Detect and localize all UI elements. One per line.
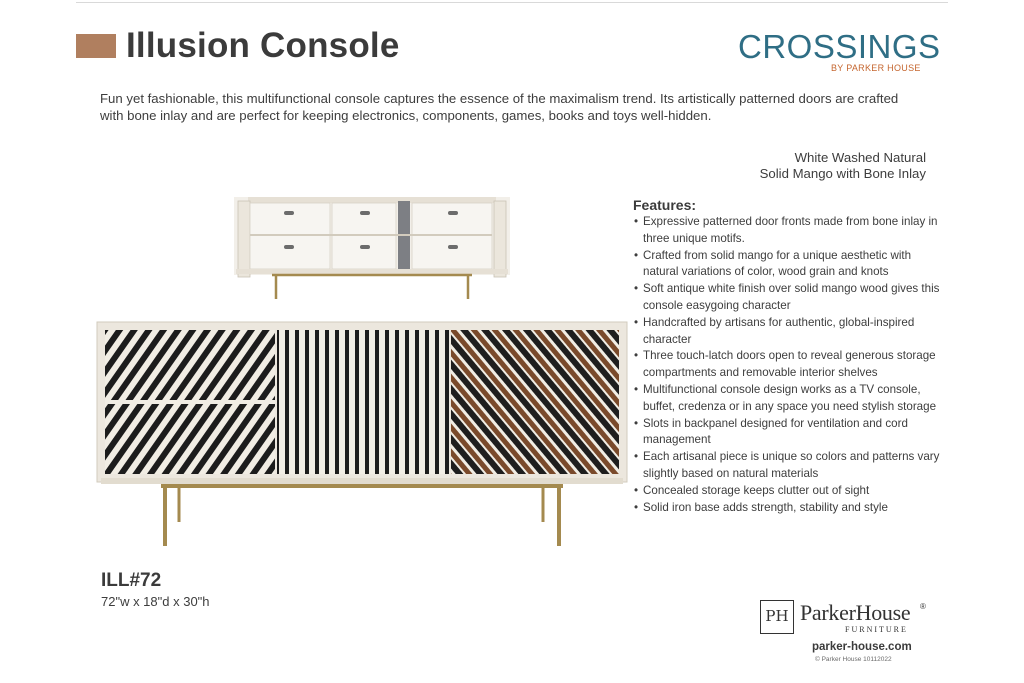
- title-accent-swatch: [76, 34, 116, 58]
- finish-color: White Washed Natural: [794, 150, 926, 165]
- bullet-icon: •: [634, 282, 639, 296]
- top-divider: [76, 2, 948, 3]
- product-description: Fun yet fashionable, this multifunctional console captures the essence of the maximalism trend. Its artistically patterned doors are crafted with bone inlay and are perfect for keeping electronics, components, games, books and toys well-hidden.: [100, 91, 899, 123]
- copyright: © Parker House 10112022: [815, 656, 892, 663]
- bullet-icon: •: [634, 248, 639, 262]
- bullet-icon: •: [634, 315, 639, 329]
- finish-info: [760, 150, 926, 182]
- parker-house-logo: [760, 600, 930, 640]
- ph-furniture-label: FURNITURE: [845, 625, 908, 634]
- ph-monogram: PH: [760, 600, 794, 634]
- feature-item: • Soft antique white finish over solid mango wood gives this console easygoing character: [634, 282, 940, 312]
- bullet-icon: •: [634, 382, 639, 396]
- feature-item: • Concealed storage keeps clutter out of sight: [633, 483, 943, 500]
- feature-item: • Expressive patterned door fronts made from bone inlay in three unique motifs.: [634, 215, 938, 245]
- bullet-icon: •: [634, 416, 639, 430]
- crossings-logo: [738, 27, 941, 75]
- registered-mark: ®: [920, 602, 926, 611]
- bullet-icon: •: [634, 349, 639, 363]
- ph-wordmark: ParkerHouse: [800, 600, 911, 625]
- console-front-photo: [95, 318, 635, 552]
- feature-item: • Handcrafted by artisans for authentic, global-inspired character: [634, 315, 915, 346]
- features-section: [633, 197, 943, 516]
- console-open-photo: [232, 193, 512, 301]
- model-number: ILL#72: [101, 570, 162, 591]
- page-title: Illusion Console: [126, 26, 400, 65]
- bullet-icon: •: [634, 450, 639, 464]
- brand-byline: BY PARKER HOUSE: [831, 63, 921, 73]
- feature-item: • Multifunctional console design works as a TV console, buffet, credenza or in any space you need stylish storage: [634, 382, 937, 413]
- finish-material: Solid Mango with Bone Inlay: [759, 166, 926, 181]
- dimensions: 72"w x 18"d x 30"h: [101, 594, 210, 609]
- bullet-icon: •: [634, 500, 639, 514]
- bullet-icon: •: [634, 483, 639, 497]
- bullet-icon: •: [634, 215, 639, 228]
- brand-name: CROSSINGS: [738, 28, 941, 65]
- feature-item: • Solid iron base adds strength, stability and style: [633, 500, 943, 517]
- features-list: [633, 214, 943, 516]
- website-link[interactable]: parker-house.com: [812, 641, 912, 653]
- feature-item: • Slots in backpanel designed for ventilation and cord management: [634, 416, 908, 447]
- feature-item: • Three touch-latch doors open to reveal generous storage compartments and removable interior shelves: [634, 349, 936, 380]
- features-title: Features:: [633, 197, 697, 213]
- feature-item: • Crafted from solid mango for a unique aesthetic with natural variations of color, wood grain and knots: [634, 248, 912, 279]
- feature-item: • Each artisanal piece is unique so colors and patterns vary slightly based on natural materials: [634, 450, 940, 480]
